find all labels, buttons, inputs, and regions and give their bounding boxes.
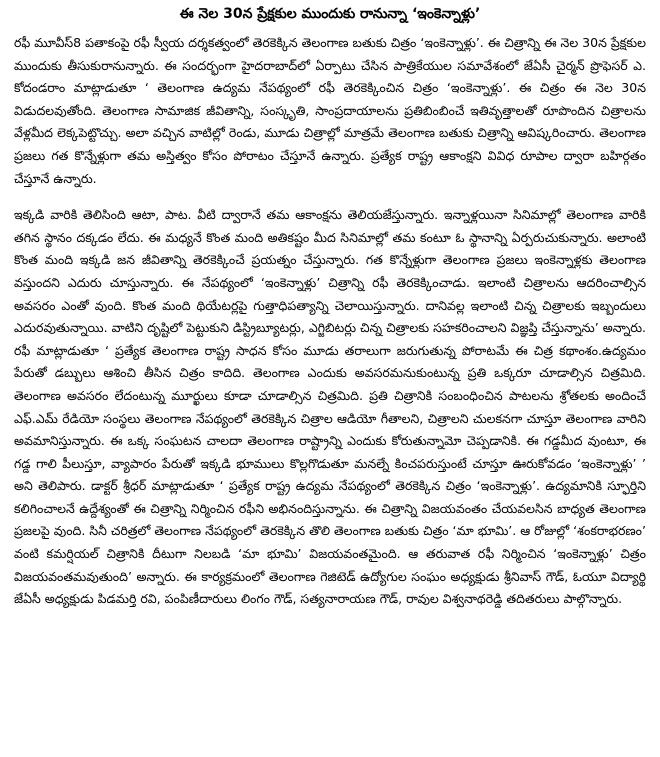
article-title: ఈ నెల 30న ప్రేక్షకుల ముందుకు రానున్నా ‘ఇంకెన్నాళ్లు’ [179, 6, 481, 22]
article-paragraph-2: ఇక్కడి వారికి తెలిసింది ఆటా, పాట. వీటి ద్వారానే తమ ఆకాంక్షను తెలియజేస్తున్నారు. ఇన్నాళ్లయినా సినిమాల్లో తెలంగాణ వారికి తగిన స్థానం దక్కడం లేదు. ఈ మధ్యనే కొంత మంది అతికష్టం మీద సినిమాల్లో తమ కంటూ ఓ స్థానాన్ని ఏర్పరుచుకున్నారు. అలాంటి కొంత మంది ఇక్కడి జన జీవితాన్ని తెరకెక్కించే ప్రయత్నం చేస్తున్నారు. గత కొన్నేళ్లుగా తెలంగాణ ప్రజలు ఇంకెన్నాళ్లకు తెలంగాణ వస్తుందని ఎదురు చూస్తున్నారు. ఈ నేపథ్యంలో ‘ఇంకెన్నాళ్లు’ చిత్రాన్ని రఫీ తెరకెక్కించాడు. ఇలాంటి చిత్రాలను ఆదరించాల్సిన అవసరం ఎంతో వుంది. కొంత మంది థియేటర్లపై గుత్తాధిపత్యాన్ని చెలాయిస్తున్నారు. దానివల్ల ఇలాంటి చిన్న చిత్రాలకు ఇబ్బందులు ఎదురవుతున్నాయి. వాటిని దృష్టిలో పెట్టుకుని డిస్ట్రిబ్యూటర్లు, ఎగ్జిబిటర్లు చిన్న చిత్రాలకు సహకరించాలని విజ్ఞప్తి చేస్తున్నాను’ అన్నారు. రఫీ మాట్లాడుతూ ‘ ప్రత్యేక తెలంగాణ రాష్ట్ర సాధన కోసం మూడు తరాలుగా జరుగుతున్న పోరాటమే ఈ చిత్ర కథాంశం.ఉద్యమం పేరుతో డబ్బులు ఆశించి తీసిన చిత్రం కాదిది. తెలంగాణ ఎందుకు అవసరమనుకుంటున్న ప్రతి ఒక్కరూ చూడాల్సిన చిత్రమిది. తెలంగాణ అవసరం లేదంటున్న మూర్ఖులు కూడా చూడాల్సిన చిత్రమిది. ప్రతి చిత్రానికి సంబంధించిన పాటలను శ్రోతలకు అందించే ఎఫ్.ఎమ్ రేడియో సంస్థలు తెలంగాణ నేపథ్యంలో తెరకెక్కిన చిత్రాల ఆడియో గీతాలని, చిత్రాలని చులకనగా చూస్తూ తెలంగాణ వారిని అవమానిస్తున్నారు. ఈ ఒక్క సంఘటన చాలదా తెలంగాణ రాష్ట్రాన్ని ఎందుకు కోరుతున్నామో చెప్పడానికి. ఈ గడ్డమీద వుంటూ, ఈ గడ్డ గాలి పీలుస్తూ, వ్యాపారం పేరుతో ఇక్కడి భూములు కొల్లగొడుతూ మనల్నే కించపరుస్తుంటే చూస్తూ ఊరుకోవడం ‘ఇంకెన్నాళ్లు’ ’ అని తెలిపారు. డాక్టర్ శ్రీధర్ మాట్లాడుతూ ‘ ప్రత్యేక రాష్ట్ర ఉద్యమ నేపథ్యంలో తెరకెక్కిన చిత్రం ‘ఇంకెన్నాళ్లు’. ఉద్యమానికి స్ఫూర్తిని కలిగించాలనే ఉద్దేశ్యంతో ఈ చిత్రాన్ని నిర్మించిన రఫీని అభినందిస్తున్నాను. ఈ చిత్రాన్ని విజయవంతం చేయవలసిన బాధ్యత తెలంగాణ ప్రజలపై వుంది. సినీ చరిత్రలో తెలంగాణ నేపథ్యంలో తెరకెక్కిన తొలి తెలంగాణ బతుకు చిత్రం ‘మా భూమి’. ఆ రోజుల్లో ‘శంకరాభరణం’ వంటి కమర్షియల్ చిత్రానికి దీటుగా నిలబడి ‘మా భూమి’ విజయవంతమైంది. ఆ తరువాత రఫీ నిర్మించిన ‘ఇంకెన్నాళ్లు’ చిత్రం విజయవంతమవుతుంది’ అన్నారు. ఈ కార్యక్రమంలో తెలంగాణ గెజిటెడ్ ఉద్యోగుల సంఘం అధ్యక్షుడు శ్రీనివాస్‌ గౌడ్, ఓయూ విద్యార్థి జేఏసీ అధ్యక్షుడు పిడమర్తి రవి, పంపిణీదారులు లింగం గౌడ్, సత్యనారాయణ గౌడ్, రావుల విశ్వనాథరెడ్డి తదితరులు పాల్గొన్నారు. [14, 207, 646, 607]
article-paragraph-1: రఫీ మూవీస్8 పతాకంపై రఫీ స్వీయ దర్శకత్వంలో తెరకెక్కిన తెలంగాణ బతుకు చిత్రం ‘ఇంకెన్నాళ్లు’. ఈ చిత్రాన్ని ఈ నెల 30న ప్రేక్షకుల ముందుకు తీసుకురానున్నారు. ఈ సందర్భంగా హైదరాబాద్‌లో ఏర్పాటు చేసిన పాత్రికేయుల సమావేశంలో జేఏసీ చైర్మన్ ప్రొఫెసర్ ఎ. కోదండరాం మాట్లాడుతూ ‘ తెలంగాణ ఉద్యమ నేపథ్యంలో రఫీ తెరకెక్కించిన చిత్రం ‘ఇంకెన్నాళ్లు’. ఈ చిత్రం ఈ నెల 30న విడుదలవుతోంది. తెలంగాణ సామాజిక జీవితాన్ని, సంస్కృతి, సాంప్రదాయాలను ప్రతిబింబించే ఇతివృత్తాలతో రూపొందిన చిత్రాలను వేళ్లమీద లెక్కపెట్టొచ్చు. అలా వచ్చిన వాటిల్లో రెండు, మూడు చిత్రాల్లో మాత్రమే తెలంగాణ బతుకు చిత్రాన్ని ఆవిష్కరించారు. తెలంగాణ ప్రజలు గత కొన్నేళ్లుగా తమ అస్తిత్వం కోసం పోరాటం చేస్తూనే ఉన్నారు. ప్రత్యేక రాష్ట్ర ఆకాంక్షని వివిధ రూపాల ద్వారా బహిర్గతం చేస్తూనే ఉన్నారు. [14, 35, 646, 186]
